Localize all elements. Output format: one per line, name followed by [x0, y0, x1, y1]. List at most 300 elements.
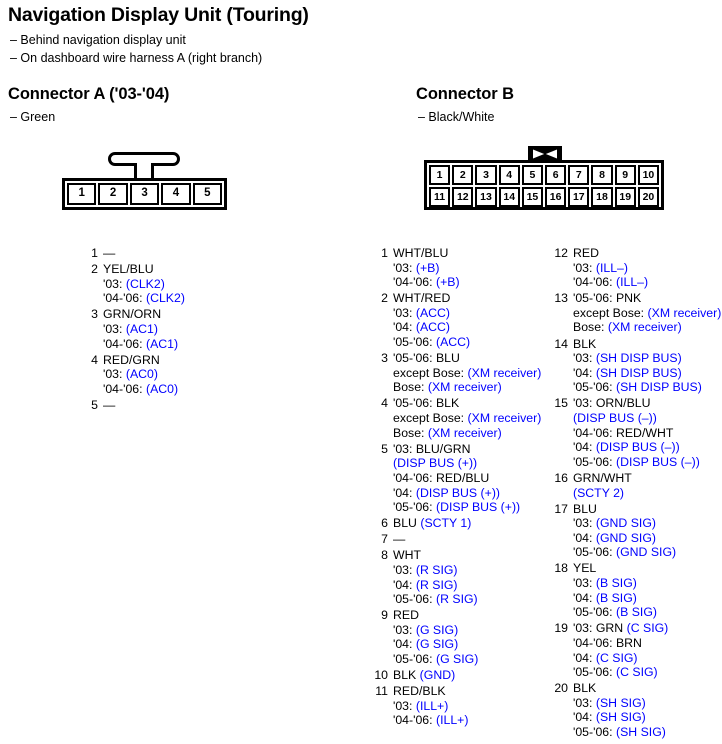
wire-color-text: '04: — [393, 485, 416, 500]
pin-detail — [393, 246, 545, 290]
signal-name: (GND) — [419, 668, 456, 683]
pin-detail-line — [573, 665, 722, 680]
connector-a-pin-cell-2: 2 — [98, 183, 127, 205]
pin-entry — [550, 471, 722, 500]
pin-detail — [573, 396, 722, 469]
signal-name: (GND SIG) — [595, 530, 656, 545]
wire-color-text: '05-'06: — [393, 500, 436, 515]
pin-detail-line — [393, 548, 545, 563]
connector-b-pin-cell-12: 12 — [452, 187, 473, 207]
signal-name: (SH DISP BUS) — [595, 351, 682, 366]
wire-color-text: '05-'06: — [393, 652, 436, 667]
wire-color-text: '03: — [393, 260, 416, 275]
pin-detail — [393, 608, 545, 666]
pin-detail-line — [573, 455, 722, 470]
wire-color-text: BLK — [573, 681, 597, 696]
pin-entry — [370, 396, 545, 440]
wire-color-text: '04: — [573, 365, 596, 380]
pin-detail-line — [393, 442, 545, 457]
signal-name: (SH SIG) — [615, 725, 666, 739]
pin-detail-line — [393, 532, 545, 547]
pin-detail-line — [393, 713, 545, 728]
pin-number: 1 — [381, 246, 388, 260]
pin-number: 8 — [381, 548, 388, 563]
pin-detail-line — [103, 382, 270, 397]
connector-b-pin-cell-18: 18 — [591, 187, 612, 207]
wire-color-text: '04: — [573, 590, 596, 605]
pin-detail-line — [573, 651, 722, 666]
pin-detail-line — [573, 291, 722, 306]
wire-color-text: '04: — [573, 710, 596, 725]
connector-b-pin-cell-4: 4 — [499, 165, 520, 185]
pin-number: 6 — [381, 516, 388, 531]
pin-detail-line — [573, 426, 722, 441]
pin-detail-line — [573, 681, 722, 696]
pin-entry — [370, 684, 545, 728]
wire-color-text: YEL — [573, 561, 597, 576]
pin-detail-line — [393, 486, 545, 501]
pin-detail-line — [573, 275, 722, 290]
pin-entry — [550, 396, 722, 469]
pin-detail — [573, 681, 722, 739]
signal-name: (SH DISP BUS) — [595, 365, 682, 380]
wire-color-text: '04-'06: RED/WHT — [573, 425, 674, 440]
wire-color-text: except Bose: — [393, 365, 468, 380]
pin-detail-line — [573, 366, 722, 381]
pin-detail-line — [573, 486, 722, 501]
wire-color-text: YEL/BLU — [103, 262, 154, 277]
pin-detail-line — [393, 291, 545, 306]
pin-number: 4 — [91, 352, 98, 367]
pin-entry — [80, 307, 270, 351]
pin-detail-line — [393, 500, 545, 515]
pin-detail-line — [573, 591, 722, 606]
connector-a-diagram — [62, 152, 227, 210]
pin-detail-line — [393, 516, 545, 531]
pin-detail — [393, 291, 545, 349]
wire-color-text: except Bose: — [393, 411, 468, 426]
pin-detail-line — [393, 306, 545, 321]
pin-detail-line — [573, 725, 722, 740]
pin-detail-line — [103, 291, 270, 306]
pin-detail-line — [573, 710, 722, 725]
pin-detail-line — [103, 262, 270, 277]
pin-detail-line — [393, 592, 545, 607]
pin-detail-line — [393, 471, 545, 486]
wire-color-text: '05-'06: — [573, 545, 616, 560]
wire-color-text: '04: — [573, 650, 596, 665]
pin-detail-line — [393, 396, 545, 411]
pin-detail-line — [103, 307, 270, 322]
pin-entry — [550, 561, 722, 619]
signal-name: (DISP BUS (+)) — [393, 456, 478, 471]
signal-name: (XM receiver) — [427, 425, 502, 440]
pin-entry — [370, 516, 545, 531]
wire-color-text: '04-'06: BRN — [573, 635, 642, 650]
connector-b-pin-cell-16: 16 — [545, 187, 566, 207]
connector-a-pin-cell-1: 1 — [67, 183, 96, 205]
pin-entry — [550, 246, 722, 290]
wire-color-text: '03: — [393, 305, 416, 320]
wire-color-text: BLK — [393, 668, 420, 683]
signal-name: (XM receiver) — [427, 380, 502, 395]
signal-name: (AC0) — [145, 381, 179, 396]
pin-number: 7 — [381, 532, 388, 547]
pin-detail-line — [393, 608, 545, 623]
pin-detail-line — [393, 456, 545, 471]
pin-detail-line — [103, 353, 270, 368]
pin-number: 2 — [381, 291, 388, 306]
pin-detail — [573, 246, 722, 290]
wire-color-text: Bose: — [393, 380, 428, 395]
connector-b-pin-cell-11: 11 — [429, 187, 450, 207]
wire-color-text: WHT — [393, 548, 421, 563]
pin-detail-line — [393, 411, 545, 426]
wire-color-text: '04: — [573, 530, 596, 545]
wire-color-text: '04: — [393, 320, 416, 335]
pin-detail-line — [393, 366, 545, 381]
pin-detail-line — [103, 277, 270, 292]
pin-number: 3 — [91, 307, 98, 322]
pin-detail-line — [573, 696, 722, 711]
signal-name: (ACC) — [415, 305, 451, 320]
wire-color-text: '03: — [103, 321, 126, 336]
pin-detail — [573, 502, 722, 560]
connector-b-pin-row-bottom — [429, 187, 659, 207]
wire-color-text: '05-'06: — [573, 665, 616, 680]
signal-name: (CLK2) — [145, 291, 185, 306]
pin-entry — [370, 246, 545, 290]
connector-b-pin-cell-5: 5 — [522, 165, 543, 185]
pin-detail-line — [573, 516, 722, 531]
signal-name: (R SIG) — [415, 562, 458, 577]
pin-detail — [103, 246, 270, 261]
connector-a-pin-cell-3: 3 — [130, 183, 159, 205]
signal-name: (SH DISP BUS) — [615, 380, 702, 395]
pin-number: 14 — [554, 336, 568, 351]
connector-b-pin-list-right — [550, 246, 722, 741]
pin-detail-line — [573, 261, 722, 276]
wire-color-text: GRN/ORN — [103, 307, 162, 322]
pin-entry — [370, 291, 545, 349]
pin-detail-line — [573, 502, 722, 517]
connector-b-pin-cell-17: 17 — [568, 187, 589, 207]
pin-detail-line — [573, 306, 722, 321]
header-note-1: – Behind navigation display unit — [10, 33, 186, 47]
wire-color-text: Bose: — [573, 320, 608, 335]
signal-name: (ILL+) — [435, 713, 469, 728]
wire-color-text: '03: — [393, 622, 416, 637]
pin-entry — [80, 262, 270, 306]
connector-b-pin-cell-13: 13 — [475, 187, 496, 207]
pin-detail-line — [573, 411, 722, 426]
pin-detail-line — [573, 351, 722, 366]
pin-number: 10 — [374, 668, 388, 683]
wire-color-text: RED/BLK — [393, 684, 446, 699]
pin-detail-line — [573, 471, 722, 486]
pin-number: 4 — [381, 396, 388, 411]
signal-name: (XM receiver) — [467, 411, 542, 426]
wire-color-text: BLK — [573, 336, 597, 351]
signal-name: (+B) — [435, 275, 460, 290]
pin-entry — [370, 668, 545, 683]
wire-color-text: '04: — [573, 440, 596, 455]
pin-entry — [550, 337, 722, 395]
pin-number: 5 — [381, 441, 388, 456]
wire-color-text: '04-'06: — [103, 381, 146, 396]
pin-entry — [370, 351, 545, 395]
pin-detail-line — [573, 246, 722, 261]
signal-name: (+B) — [415, 260, 440, 275]
wire-color-text: '05-'06: BLU — [393, 351, 460, 366]
pin-detail-line — [103, 398, 270, 413]
pin-entry — [550, 621, 722, 679]
connector-b-diagram — [424, 146, 664, 210]
pin-detail-line — [393, 275, 545, 290]
pin-number: 12 — [554, 246, 568, 260]
pin-number: 16 — [554, 470, 568, 485]
wire-color-text: '04-'06: — [573, 275, 616, 290]
pin-entry — [550, 681, 722, 739]
pin-detail — [103, 398, 270, 413]
signal-name: (C SIG) — [615, 665, 658, 680]
pin-detail-line — [393, 684, 545, 699]
pin-detail — [573, 337, 722, 395]
signal-name: (SH SIG) — [595, 710, 646, 725]
connector-b-pin-cell-8: 8 — [591, 165, 612, 185]
signal-name: (DISP BUS (+)) — [415, 485, 501, 500]
header-note-2: – On dashboard wire harness A (right branch) — [10, 51, 263, 65]
signal-name: (B SIG) — [595, 576, 637, 591]
wire-color-text: '03: — [573, 351, 596, 366]
connector-a-pin-cell-4: 4 — [161, 183, 190, 205]
signal-name: (R SIG) — [435, 592, 478, 607]
wire-color-text: BLU — [393, 516, 421, 531]
connector-a-title: Connector A ('03-'04) — [8, 85, 170, 103]
pin-detail-line — [103, 322, 270, 337]
connector-b-pin-row-top — [429, 165, 659, 185]
connector-b-pin-cell-2: 2 — [452, 165, 473, 185]
wire-color-text: '03: — [573, 576, 596, 591]
wire-color-text: '05-'06: — [393, 335, 436, 350]
connector-b-subtitle: – Black/White — [418, 110, 495, 124]
pin-entry — [80, 398, 270, 413]
pin-entry — [370, 442, 545, 515]
signal-name: (DISP BUS (–)) — [573, 411, 657, 426]
pin-detail — [393, 532, 545, 547]
connector-b-pin-cell-10: 10 — [638, 165, 659, 185]
pin-entry — [370, 608, 545, 666]
pin-number: 2 — [91, 262, 98, 277]
wire-color-text: '03: ORN/BLU — [573, 396, 651, 411]
page-title: Navigation Display Unit (Touring) — [8, 4, 309, 26]
connector-b-pin-cell-1: 1 — [429, 165, 450, 185]
pin-detail — [573, 471, 722, 500]
wire-color-text: '03: — [393, 562, 416, 577]
connector-b-pin-cell-15: 15 — [522, 187, 543, 207]
signal-name: (SH SIG) — [595, 695, 646, 710]
pin-detail-line — [393, 563, 545, 578]
pin-detail — [393, 442, 545, 515]
signal-name: (AC1) — [145, 336, 179, 351]
wire-color-text: '03: — [573, 695, 596, 710]
pin-detail-line — [573, 621, 722, 636]
pin-number: 3 — [381, 351, 388, 366]
signal-name: (SCTY 2) — [573, 485, 625, 500]
wire-color-text: — — [103, 397, 116, 412]
connector-b-housing — [424, 160, 664, 210]
pin-entry — [370, 548, 545, 606]
pin-detail — [573, 561, 722, 619]
signal-name: (GND SIG) — [615, 545, 677, 560]
pin-entry — [80, 353, 270, 397]
signal-name: (GND SIG) — [595, 516, 656, 531]
pin-detail-line — [393, 335, 545, 350]
pin-detail — [393, 548, 545, 606]
pin-number: 11 — [375, 684, 388, 699]
pin-entry — [550, 291, 722, 335]
wire-color-text: '05-'06: — [573, 725, 616, 739]
signal-name: (AC1) — [125, 321, 158, 336]
pin-detail — [103, 353, 270, 397]
pin-detail-line — [393, 623, 545, 638]
pin-detail-line — [393, 380, 545, 395]
signal-name: (XM receiver) — [607, 320, 682, 335]
pin-number: 19 — [554, 621, 568, 636]
signal-name: (ACC) — [435, 335, 471, 350]
wire-color-text: '04-'06: — [393, 275, 436, 290]
pin-detail-line — [393, 426, 545, 441]
pin-detail-line — [573, 636, 722, 651]
wire-color-text: '05-'06: BLK — [393, 396, 460, 411]
pin-number: 9 — [381, 608, 388, 623]
wire-color-text: '03: — [573, 516, 596, 531]
wire-color-text: — — [103, 246, 116, 260]
pin-detail-line — [573, 380, 722, 395]
connector-b-pin-cell-9: 9 — [615, 165, 636, 185]
signal-name: (DISP BUS (+)) — [435, 500, 521, 515]
pin-detail-line — [573, 396, 722, 411]
wire-color-text: RED/GRN — [103, 352, 160, 367]
pin-detail — [103, 262, 270, 306]
wire-color-text: '04-'06: — [103, 336, 146, 351]
pin-detail — [573, 291, 722, 335]
pin-detail-line — [103, 367, 270, 382]
pin-detail-line — [393, 637, 545, 652]
pin-detail-line — [573, 320, 722, 335]
connector-a-housing — [62, 178, 227, 210]
signal-name: (B SIG) — [595, 590, 637, 605]
pin-detail-line — [393, 351, 545, 366]
wire-color-text: '03: — [103, 276, 126, 291]
signal-name: (ILL–) — [595, 260, 628, 275]
pin-detail-line — [393, 668, 545, 683]
signal-name: (DISP BUS (–)) — [615, 454, 700, 469]
pin-entry — [550, 502, 722, 560]
connector-b-pin-cell-14: 14 — [499, 187, 520, 207]
signal-name: (XM receiver) — [467, 365, 542, 380]
wire-color-text: WHT/BLU — [393, 246, 449, 260]
wire-color-text: '05-'06: — [573, 605, 616, 620]
connector-a-subtitle: – Green — [10, 110, 56, 124]
signal-name: (SCTY 1) — [420, 516, 472, 531]
signal-name: (R SIG) — [415, 577, 458, 592]
signal-name: (AC0) — [125, 367, 158, 382]
pin-detail — [393, 668, 545, 683]
pin-detail — [573, 621, 722, 679]
signal-name: (C SIG) — [595, 650, 638, 665]
wire-color-text: except Bose: — [573, 305, 648, 320]
pin-detail — [393, 351, 545, 395]
wire-color-text: '03: — [103, 367, 126, 382]
pin-number: 1 — [91, 246, 98, 260]
wire-color-text: '03: — [573, 260, 596, 275]
wire-color-text: RED — [573, 246, 599, 260]
pin-detail-line — [393, 652, 545, 667]
signal-name: (CLK2) — [125, 276, 165, 291]
pin-number: 5 — [91, 397, 98, 412]
pin-detail — [103, 307, 270, 351]
wire-color-text: Bose: — [393, 425, 428, 440]
connector-a-pin-list — [80, 246, 270, 414]
wire-color-text: '04-'06: RED/BLU — [393, 470, 490, 485]
pin-detail-line — [393, 699, 545, 714]
wire-color-text: '03: BLU/GRN — [393, 441, 471, 456]
pin-detail-line — [573, 576, 722, 591]
pin-number: 13 — [554, 291, 568, 306]
wire-color-text: '04: — [393, 637, 416, 652]
wire-color-text: '05-'06: — [573, 380, 616, 395]
signal-name: (ILL+) — [415, 698, 449, 713]
wire-color-text: RED — [393, 608, 419, 623]
signal-name: (B SIG) — [615, 605, 657, 620]
wire-color-text: BLU — [573, 501, 597, 516]
signal-name: (DISP BUS (–)) — [595, 440, 680, 455]
wire-color-text: GRN/WHT — [573, 470, 632, 485]
connector-a-pin-cell-5: 5 — [193, 183, 222, 205]
connector-b-title: Connector B — [416, 85, 514, 103]
signal-name: (XM receiver) — [647, 305, 722, 320]
pin-detail-line — [393, 578, 545, 593]
pin-detail-line — [573, 561, 722, 576]
connector-b-pin-cell-19: 19 — [615, 187, 636, 207]
pin-detail-line — [103, 337, 270, 352]
wire-color-text: '04-'06: — [393, 713, 436, 728]
pin-detail-line — [573, 440, 722, 455]
connector-b-pin-list-left — [370, 246, 545, 730]
pin-detail-line — [103, 246, 270, 261]
pin-detail — [393, 684, 545, 728]
connector-b-pin-cell-7: 7 — [568, 165, 589, 185]
pin-entry — [80, 246, 270, 261]
signal-name: (C SIG) — [626, 621, 669, 636]
wire-color-text: '05-'06: — [573, 454, 616, 469]
connector-a-latch-tab-icon — [108, 152, 180, 180]
signal-name: (G SIG) — [415, 637, 459, 652]
pin-detail-line — [393, 261, 545, 276]
wire-color-text: '03: GRN — [573, 621, 627, 636]
connector-b-pin-cell-6: 6 — [545, 165, 566, 185]
wire-color-text: '05-'06: — [393, 592, 436, 607]
wire-color-text: WHT/RED — [393, 291, 451, 306]
pin-detail-line — [573, 605, 722, 620]
pin-number: 17 — [554, 501, 568, 516]
pin-number: 15 — [554, 396, 568, 411]
pin-detail-line — [573, 531, 722, 546]
pin-number: 18 — [554, 561, 568, 576]
signal-name: (ILL–) — [615, 275, 649, 290]
pin-detail-line — [573, 545, 722, 560]
